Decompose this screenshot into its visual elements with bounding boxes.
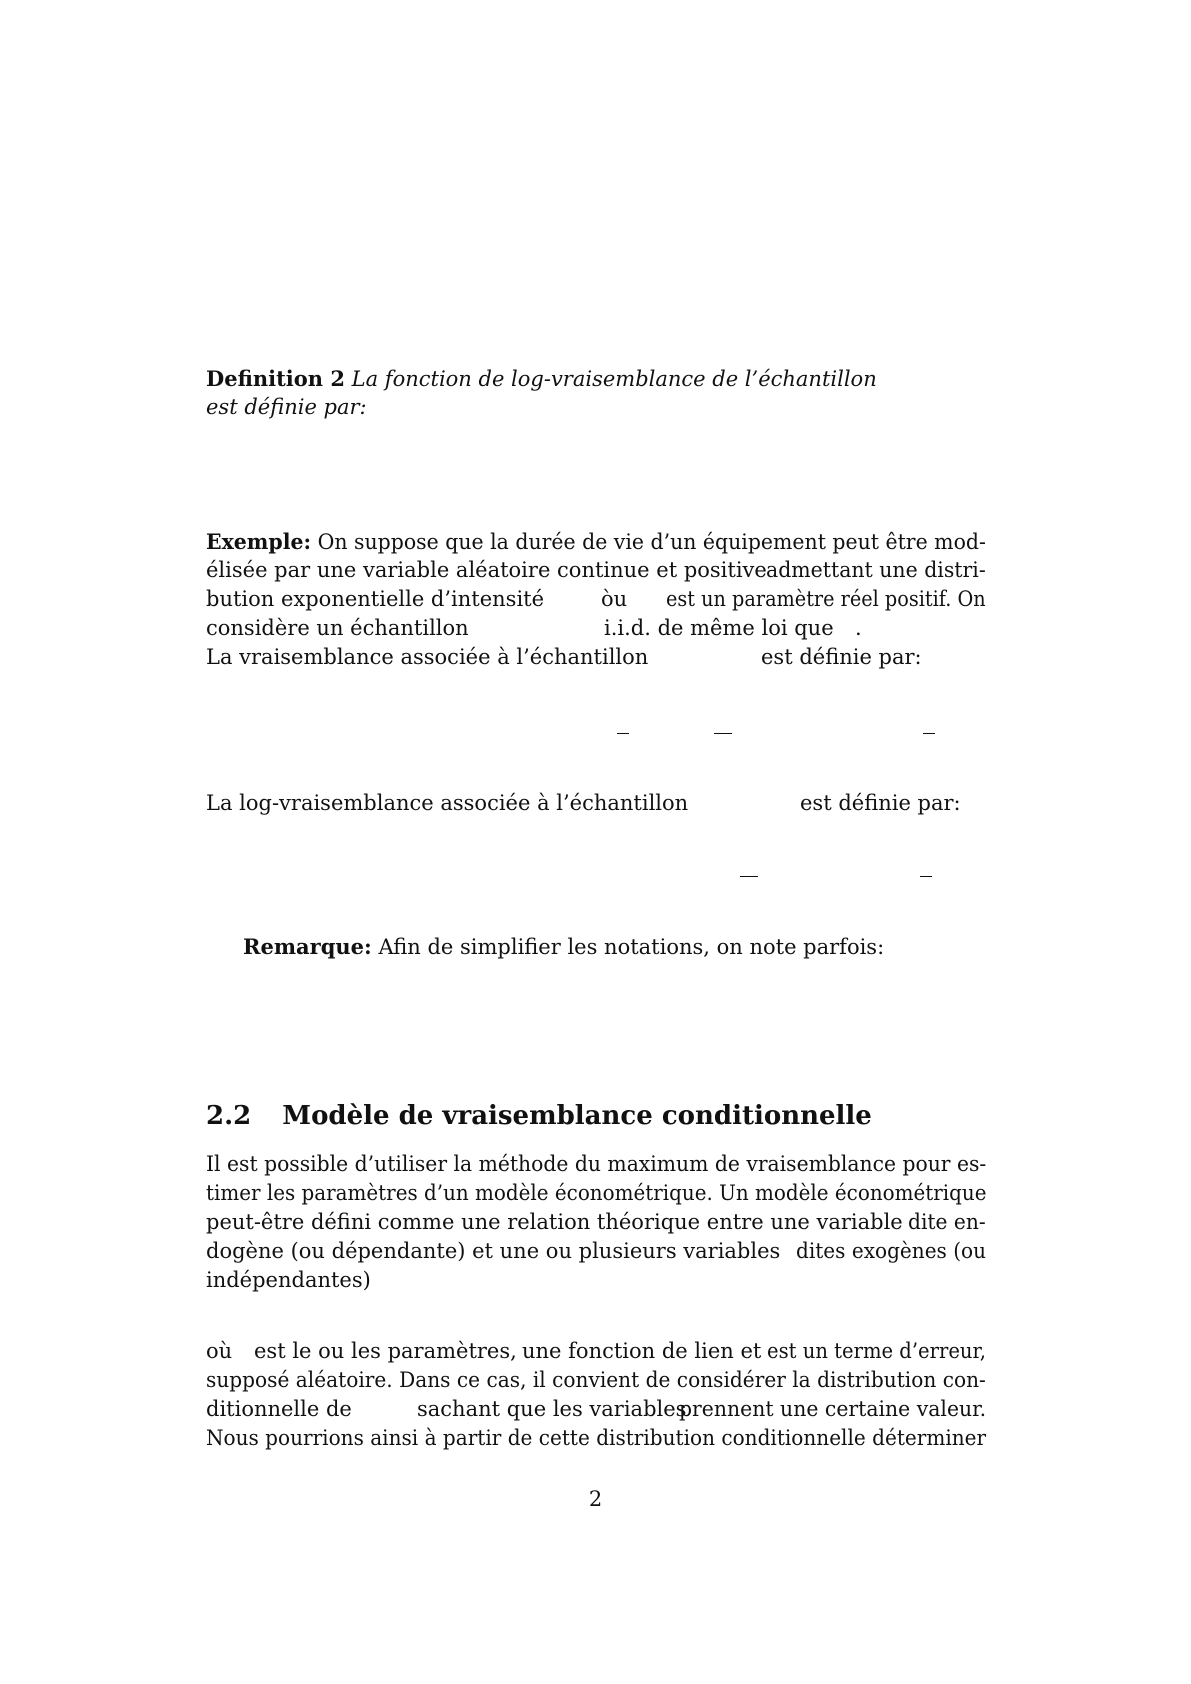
equation-fraction-bar <box>740 876 758 877</box>
section-heading <box>206 1099 872 1133</box>
equation-fraction-bar <box>923 733 935 734</box>
example-line-2a: élisée par une variable aléatoire continue et positive <box>206 558 767 582</box>
paragraph-text: Il est possible d’utiliser la méthode du maximum de vraisemblance pour es- <box>206 1152 987 1176</box>
definition-text: La fonction de log-vraisemblance de l’échantillon <box>351 367 877 391</box>
example-line-4a: considère un échantillon <box>206 616 469 640</box>
paragraph-2-line-1d: est un terme d’erreur, <box>767 1339 986 1363</box>
definition-label: Definition 2 <box>206 366 345 391</box>
example-text-1: On suppose que la durée de vie d’un équipement peut être mod- <box>317 530 986 554</box>
section-title: Modèle de vraisemblance conditionnelle <box>282 1101 872 1131</box>
equation-fraction-bar <box>920 876 932 877</box>
remark-label: Remarque: <box>243 934 372 959</box>
definition-line-2: est définie par: <box>206 395 367 419</box>
example-line-1 <box>206 528 986 556</box>
example-line-4c: . <box>855 616 862 640</box>
paragraph-2-line-2 <box>206 1366 986 1394</box>
example-line-3a: bution exponentielle d’intensité <box>206 587 545 611</box>
paragraph-1-line-3b: dite en- <box>908 1210 986 1234</box>
remark-line <box>243 933 884 961</box>
example-line-4b: i.i.d. de même loi que <box>604 616 834 640</box>
paragraph-1-line-4b: dites exogènes (ou <box>796 1239 987 1263</box>
example-line-3b: òu <box>601 587 628 611</box>
paragraph-1-line-2 <box>206 1179 987 1207</box>
paragraph-1-line-5: indépendantes) <box>206 1268 371 1292</box>
paragraph-2-line-1a: où <box>206 1339 233 1363</box>
example-line-5a: La vraisemblance associée à l’échantillon <box>206 645 649 669</box>
paragraph-2-line-1b: est le ou les paramètres, <box>254 1339 517 1363</box>
example-line-2b: admettant une distri- <box>766 558 986 582</box>
section-number: 2.2 <box>206 1101 252 1131</box>
paragraph-1-line-4a: dogène (ou dépendante) et une ou plusieurs variables <box>206 1239 781 1263</box>
paragraph-2-line-3c: prennent une certaine valeur. <box>679 1397 987 1421</box>
equation-fraction-bar <box>617 733 629 734</box>
example-label: Exemple: <box>206 529 312 554</box>
paragraph-text: Nous pourrions ainsi à partir de cette distribution conditionnelle déterminer <box>206 1426 987 1450</box>
paragraph-2-line-3b: sachant que les variables <box>417 1397 687 1421</box>
paragraph-text: supposé aléatoire. Dans ce cas, il convient de considérer la distribution con- <box>206 1368 986 1392</box>
paragraph-2-line-4 <box>206 1424 987 1452</box>
paragraph-2-line-1c: une fonction de lien et <box>522 1339 762 1363</box>
paragraph-text: timer les paramètres d’un modèle économétrique. Un modèle économétrique <box>206 1181 987 1205</box>
remark-text: Afin de simplifier les notations, on note parfois: <box>378 935 885 959</box>
example-line-3c: est un paramètre réel positif. On <box>666 587 986 611</box>
example-line-6a: La log-vraisemblance associée à l’échantillon <box>206 791 689 815</box>
paragraph-2-line-3a: ditionnelle de <box>206 1397 352 1421</box>
page-number: 2 <box>588 1487 603 1511</box>
paragraph-1-line-1 <box>206 1150 987 1178</box>
definition-line-1 <box>206 365 877 393</box>
paragraph-1-line-3a: peut-être défini comme une relation théorique entre une variable <box>206 1210 903 1234</box>
equation-fraction-bar <box>714 733 732 734</box>
example-line-6b: est définie par: <box>800 791 961 815</box>
example-line-5b: est définie par: <box>761 645 922 669</box>
